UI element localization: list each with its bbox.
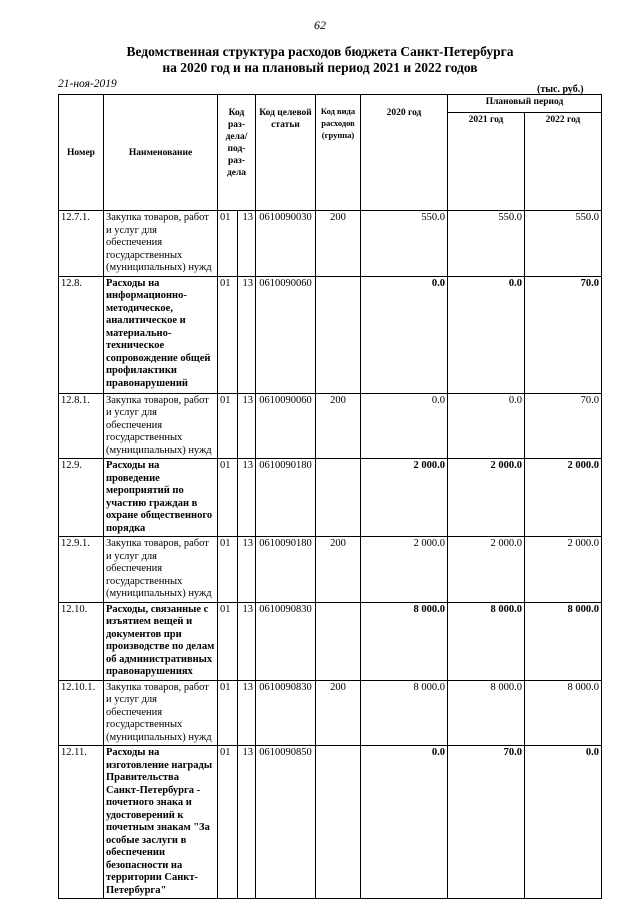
table-row: [59, 459, 602, 537]
header-2021: 2021 год: [448, 113, 525, 211]
row-subsection-code: 13: [238, 276, 256, 393]
row-value-2021: 2 000.0: [448, 537, 525, 603]
row-name: Закупка товаров, работ и услуг для обеспечения государственных (муниципальных) нужд: [104, 537, 218, 603]
row-section-code: 01: [218, 211, 238, 277]
title-line-1: Ведомственная структура расходов бюджета Санкт-Петербурга: [126, 44, 514, 59]
row-name: Расходы на проведение мероприятий по участию граждан в охране общественного порядка: [104, 459, 218, 537]
row-number: 12.10.: [59, 602, 104, 680]
table-row: [59, 602, 602, 680]
row-type-code: [316, 276, 361, 393]
header-type-code: Код вида расходов (группа): [316, 95, 361, 211]
table-body: [59, 211, 602, 899]
row-type-code: 200: [316, 680, 361, 746]
row-target-code: 0610090830: [256, 680, 316, 746]
document-title: [0, 44, 640, 76]
row-target-code: 0610090060: [256, 393, 316, 459]
row-subsection-code: 13: [238, 602, 256, 680]
table-row: [59, 537, 602, 603]
row-subsection-code: 13: [238, 211, 256, 277]
row-section-code: 01: [218, 459, 238, 537]
row-number: 12.9.: [59, 459, 104, 537]
header-number: Номер: [59, 95, 104, 211]
row-value-2022: 0.0: [525, 746, 602, 899]
row-target-code: 0610090030: [256, 211, 316, 277]
row-value-2021: 8 000.0: [448, 680, 525, 746]
table-row: [59, 746, 602, 899]
budget-table: [58, 94, 602, 899]
header-2022: 2022 год: [525, 113, 602, 211]
row-number: 12.10.1.: [59, 680, 104, 746]
row-value-2022: 550.0: [525, 211, 602, 277]
row-subsection-code: 13: [238, 393, 256, 459]
row-value-2022: 2 000.0: [525, 537, 602, 603]
row-target-code: 0610090180: [256, 459, 316, 537]
row-subsection-code: 13: [238, 680, 256, 746]
row-subsection-code: 13: [238, 746, 256, 899]
row-type-code: [316, 602, 361, 680]
row-section-code: 01: [218, 393, 238, 459]
row-value-2021: 550.0: [448, 211, 525, 277]
row-section-code: 01: [218, 746, 238, 899]
row-target-code: 0610090850: [256, 746, 316, 899]
table-row: [59, 393, 602, 459]
row-target-code: 0610090830: [256, 602, 316, 680]
row-value-2021: 8 000.0: [448, 602, 525, 680]
row-value-2020: 2 000.0: [361, 537, 448, 603]
row-value-2022: 2 000.0: [525, 459, 602, 537]
table-row: [59, 211, 602, 277]
row-number: 12.11.: [59, 746, 104, 899]
row-value-2020: 8 000.0: [361, 602, 448, 680]
row-value-2021: 0.0: [448, 393, 525, 459]
header-planned-period: Плановый период: [448, 95, 602, 113]
header-section-code: Код раз-дела/ под-раз-дела: [218, 95, 256, 211]
row-name: Расходы на изготовление награды Правительства Санкт-Петербурга - почетного знака и удостоверений к почетным знакам "За особые заслуги в обеспечении безопасности на территории Санкт-Петербурга": [104, 746, 218, 899]
row-value-2020: 0.0: [361, 746, 448, 899]
row-number: 12.8.1.: [59, 393, 104, 459]
header-2020: 2020 год: [361, 95, 448, 211]
row-value-2020: 8 000.0: [361, 680, 448, 746]
row-value-2022: 70.0: [525, 393, 602, 459]
row-number: 12.9.1.: [59, 537, 104, 603]
page-number: 62: [314, 18, 326, 32]
row-type-code: [316, 746, 361, 899]
row-value-2020: 2 000.0: [361, 459, 448, 537]
row-target-code: 0610090060: [256, 276, 316, 393]
row-value-2020: 0.0: [361, 276, 448, 393]
row-value-2022: 8 000.0: [525, 680, 602, 746]
row-number: 12.7.1.: [59, 211, 104, 277]
row-value-2020: 0.0: [361, 393, 448, 459]
row-value-2021: 0.0: [448, 276, 525, 393]
row-subsection-code: 13: [238, 459, 256, 537]
row-section-code: 01: [218, 276, 238, 393]
row-target-code: 0610090180: [256, 537, 316, 603]
row-value-2021: 70.0: [448, 746, 525, 899]
header-target-code: Код целевой статьи: [256, 95, 316, 211]
row-name: Расходы, связанные с изъятием вещей и документов при производстве по делам об административных правонарушениях: [104, 602, 218, 680]
header-name: Наименование: [104, 95, 218, 211]
row-type-code: 200: [316, 537, 361, 603]
row-subsection-code: 13: [238, 537, 256, 603]
row-name: Закупка товаров, работ и услуг для обеспечения государственных (муниципальных) нужд: [104, 211, 218, 277]
row-section-code: 01: [218, 602, 238, 680]
row-value-2020: 550.0: [361, 211, 448, 277]
units-label: (тыс. руб.): [537, 84, 584, 95]
row-name: Расходы на информационно-методическое, аналитическое и материально-техническое сопровождение общей профилактики правонарушений: [104, 276, 218, 393]
row-section-code: 01: [218, 537, 238, 603]
row-type-code: [316, 459, 361, 537]
table-row: [59, 680, 602, 746]
title-line-2: на 2020 год и на плановый период 2021 и 2022 годов: [162, 60, 478, 75]
row-number: 12.8.: [59, 276, 104, 393]
row-value-2021: 2 000.0: [448, 459, 525, 537]
row-type-code: 200: [316, 211, 361, 277]
row-section-code: 01: [218, 680, 238, 746]
row-value-2022: 70.0: [525, 276, 602, 393]
table-row: [59, 276, 602, 393]
row-type-code: 200: [316, 393, 361, 459]
row-name: Закупка товаров, работ и услуг для обеспечения государственных (муниципальных) нужд: [104, 680, 218, 746]
row-name: Закупка товаров, работ и услуг для обеспечения государственных (муниципальных) нужд: [104, 393, 218, 459]
row-value-2022: 8 000.0: [525, 602, 602, 680]
document-date: 21-ноя-2019: [58, 78, 117, 90]
